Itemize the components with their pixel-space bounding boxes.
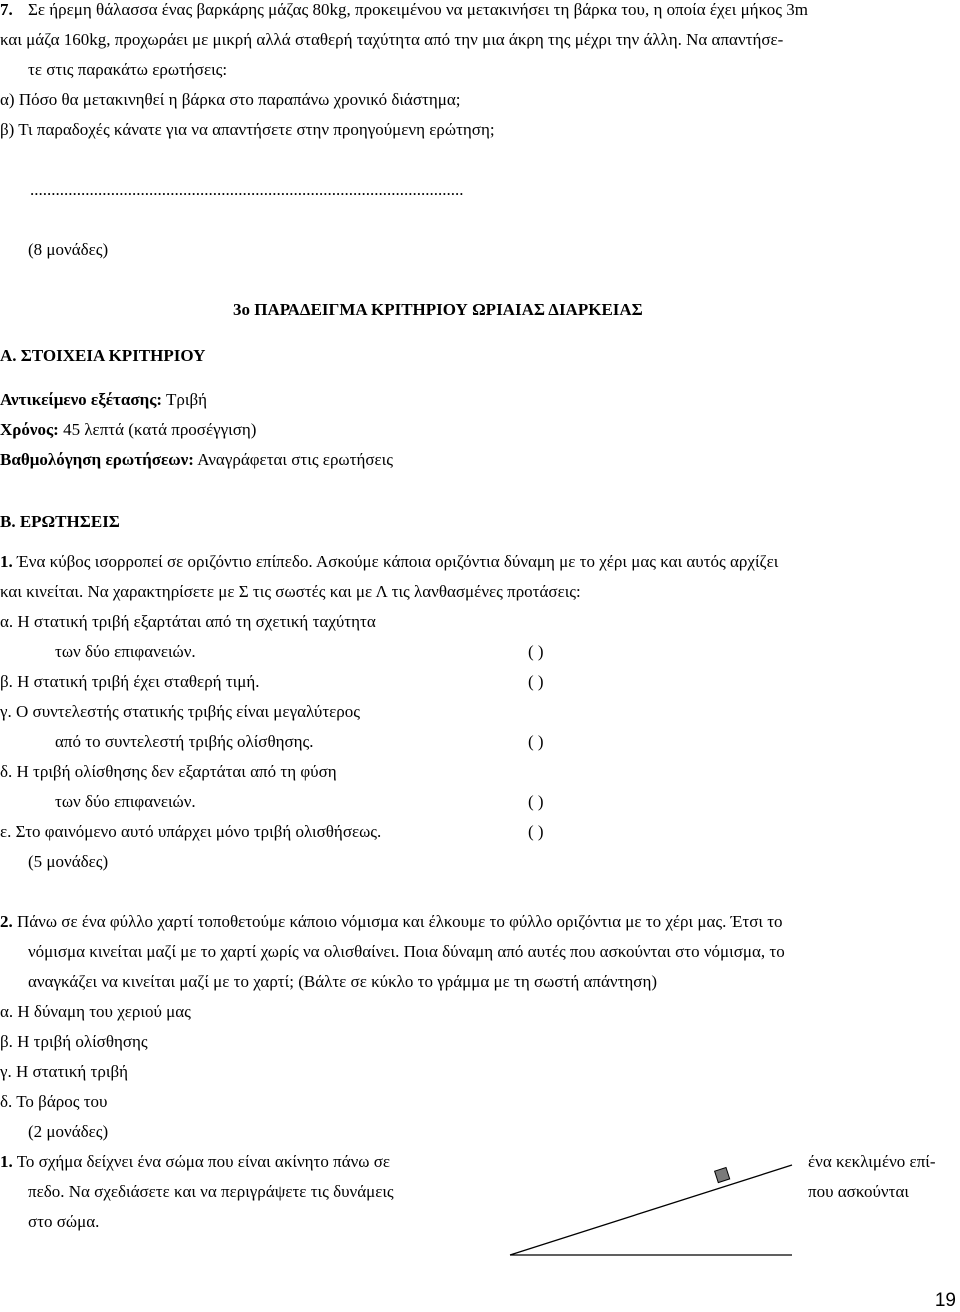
q1-item-d-blank[interactable]: ( ) <box>528 792 544 811</box>
q1-item-a-line2: των δύο επιφανειών. <box>55 642 196 661</box>
q1-item-b-blank[interactable]: ( ) <box>528 672 544 691</box>
section-a-heading: Α. ΣΤΟΙΧΕΙΑ ΚΡΙΤΗΡΙΟΥ <box>0 346 206 365</box>
q1-item-e-blank[interactable]: ( ) <box>528 822 544 841</box>
subject-row <box>0 390 207 410</box>
q7-sub-b: β) Τι παραδοχές κάνατε για να απαντήσετε στην προηγούμενη ερώτηση; <box>0 120 495 139</box>
section-b-heading: Β. ΕΡΩΤΗΣΕΙΣ <box>0 512 120 531</box>
incline-line <box>510 1165 792 1255</box>
q1-line1: Ένα κύβος ισορροπεί σε οριζόντιο επίπεδο. Ασκούμε κάποια οριζόντια δύναμη με το χέρι μας και αυτός αρχίζει <box>12 552 779 571</box>
q1-number: 1. <box>0 552 13 571</box>
grading-value: Αναγράφεται στις ερωτήσεις <box>193 450 393 469</box>
block-on-incline <box>715 1168 730 1183</box>
q7-answer-dots: ...................................................................................................... <box>30 180 464 199</box>
q2-option-c[interactable]: γ. Η στατική τριβή <box>0 1062 128 1081</box>
q3-text-line1a <box>0 1152 390 1172</box>
q7-text-line2: και μάζα 160kg, προχωράει με μικρή αλλά σταθερή ταχύτητα από την μια άκρη της μέχρι την άλλη. Να απαντήσε- <box>0 30 784 49</box>
q1-item-a-line1: α. Η στατική τριβή εξαρτάται από τη σχετική ταχύτητα <box>0 612 376 631</box>
q7-text-line1: Σε ήρεμη θάλασσα ένας βαρκάρης μάζας 80kg, προκειμένου να μετακινήσει τη βάρκα του, η οποία έχει μήκος 3m <box>28 0 808 19</box>
q2-option-b[interactable]: β. Η τριβή ολίσθησης <box>0 1032 148 1051</box>
q1-item-e: ε. Στο φαινόμενο αυτό υπάρχει μόνο τριβή ολισθήσεως. <box>0 822 382 841</box>
q7-text-line3: τε στις παρακάτω ερωτήσεις: <box>28 60 228 79</box>
q1-item-d-line2: των δύο επιφανειών. <box>55 792 196 811</box>
q2-text-line3: αναγκάζει να κινείται μαζί με το χαρτί; (Βάλτε σε κύκλο το γράμμα με τη σωστή απάντηση) <box>28 972 658 991</box>
q2-option-a[interactable]: α. Η δύναμη του χεριού μας <box>0 1002 191 1021</box>
time-row <box>0 420 256 440</box>
q1-item-c-blank[interactable]: ( ) <box>528 732 544 751</box>
example-title: 3ο ΠΑΡΑΔΕΙΓΜΑ ΚΡΙΤΗΡΙΟΥ ΩΡΙΑΙΑΣ ΔΙΑΡΚΕΙΑΣ <box>233 300 643 319</box>
q2-line1: Πάνω σε ένα φύλλο χαρτί τοποθετούμε κάποιο νόμισμα και έλκουμε το φύλλο οριζόντια με το χέρι μας. Έτσι το <box>12 912 783 931</box>
q1-item-b: β. Η στατική τριβή έχει σταθερή τιμή. <box>0 672 260 691</box>
q3-line1a: Το σχήμα δείχνει ένα σώμα που είναι ακίνητο πάνω σε <box>12 1152 391 1171</box>
time-label: Χρόνος: <box>0 420 59 439</box>
q1-text-line2: και κινείται. Να χαρακτηρίσετε με Σ τις σωστές και με Λ τις λανθασμένες προτάσεις: <box>0 582 581 601</box>
q1-item-d-line1: δ. Η τριβή ολίσθησης δεν εξαρτάται από τη φύση <box>0 762 337 781</box>
q7-sub-a: α) Πόσο θα μετακινηθεί η βάρκα στο παραπάνω χρονικό διάστημα; <box>0 90 461 109</box>
time-value: 45 λεπτά (κατά προσέγγιση) <box>58 420 257 439</box>
q3-number: 1. <box>0 1152 13 1171</box>
q1-item-a-blank[interactable]: ( ) <box>528 642 544 661</box>
q1-text-line1 <box>0 552 778 572</box>
q1-item-c-line1: γ. Ο συντελεστής στατικής τριβής είναι μεγαλύτερος <box>0 702 361 721</box>
q2-number: 2. <box>0 912 13 931</box>
q2-option-d[interactable]: δ. Το βάρος του <box>0 1092 108 1111</box>
q2-text-line1 <box>0 912 783 932</box>
q3-text-line3: στο σώμα. <box>28 1212 100 1231</box>
grading-label: Βαθμολόγηση ερωτήσεων: <box>0 450 194 469</box>
q3-text-line1b: ένα κεκλιμένο επί- <box>808 1152 936 1171</box>
subject-label: Αντικείμενο εξέτασης: <box>0 390 163 409</box>
q3-text-line2b: που ασκούνται <box>808 1182 909 1201</box>
q7-number: 7. <box>0 0 13 19</box>
q1-item-c-line2: από το συντελεστή τριβής ολίσθησης. <box>55 732 314 751</box>
page-number: 19 <box>934 1290 956 1311</box>
q7-points: (8 μονάδες) <box>28 240 109 259</box>
q2-text-line2: νόμισμα κινείται μαζί με το χαρτί χωρίς να ολισθαίνει. Ποια δύναμη από αυτές που ασκούνται στο νόμισμα, το <box>28 942 785 961</box>
q3-text-line2a: πεδο. Να σχεδιάσετε και να περιγράψετε τις δυνάμεις <box>28 1182 394 1201</box>
inclined-plane-diagram <box>500 1150 800 1265</box>
grading-row <box>0 450 393 470</box>
subject-value: Τριβή <box>162 390 208 409</box>
q2-points: (2 μονάδες) <box>28 1122 109 1141</box>
q1-points: (5 μονάδες) <box>28 852 109 871</box>
